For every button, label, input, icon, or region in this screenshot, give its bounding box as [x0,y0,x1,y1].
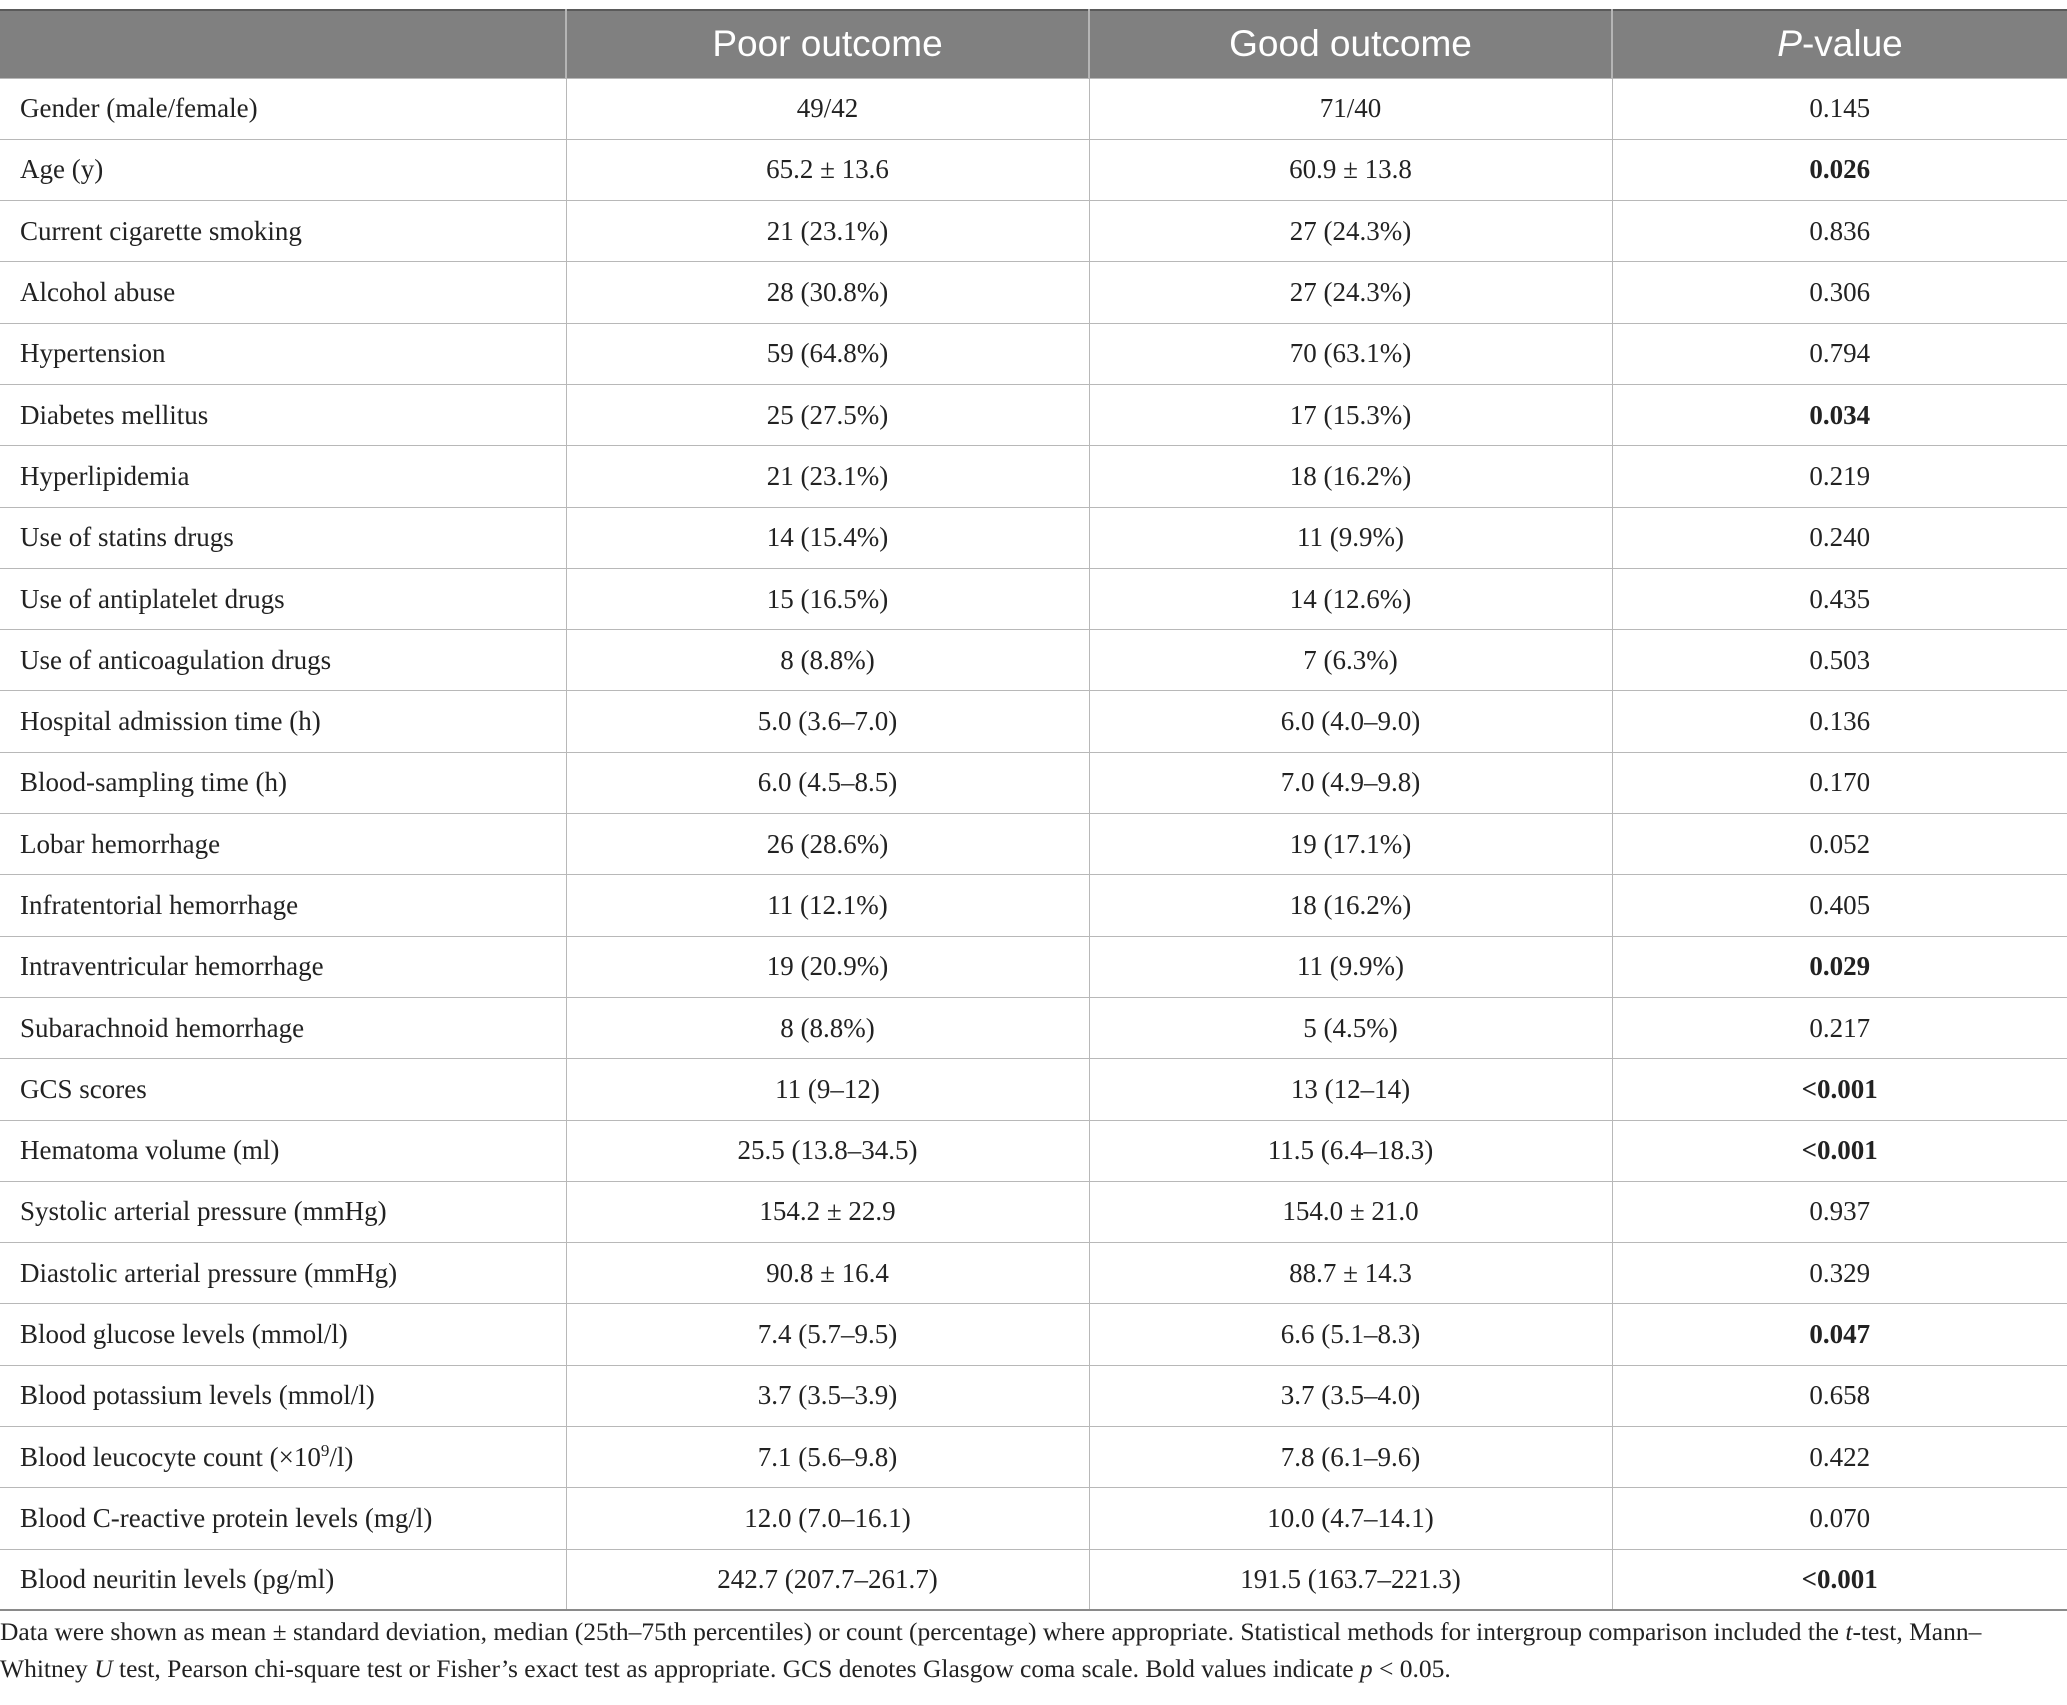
cell-p-value: 0.145 [1612,78,2067,139]
cell-poor-outcome: 7.1 (5.6–9.8) [566,1427,1089,1488]
table-row [0,752,2067,813]
header-poor-outcome: Poor outcome [566,10,1089,78]
cell-p-value: 0.052 [1612,814,2067,875]
cell-good-outcome: 17 (15.3%) [1089,384,1612,445]
row-label: Age (y) [0,139,566,200]
table-row [0,201,2067,262]
header-p-value [1612,10,2067,78]
cell-good-outcome: 3.7 (3.5–4.0) [1089,1365,1612,1426]
row-label: Intraventricular hemorrhage [0,936,566,997]
cell-p-value: 0.219 [1612,446,2067,507]
table-row [0,139,2067,200]
cell-poor-outcome: 242.7 (207.7–261.7) [566,1549,1089,1610]
cell-good-outcome: 71/40 [1089,78,1612,139]
cell-good-outcome: 60.9 ± 13.8 [1089,139,1612,200]
cell-p-value: 0.070 [1612,1488,2067,1549]
header-row [0,10,2067,78]
cell-poor-outcome: 8 (8.8%) [566,997,1089,1058]
baseline-characteristics-table-container [0,9,2067,1611]
table-row [0,1488,2067,1549]
cell-poor-outcome: 19 (20.9%) [566,936,1089,997]
cell-good-outcome: 5 (4.5%) [1089,997,1612,1058]
cell-good-outcome: 11 (9.9%) [1089,936,1612,997]
cell-poor-outcome: 3.7 (3.5–3.9) [566,1365,1089,1426]
cell-p-value: 0.329 [1612,1243,2067,1304]
cell-poor-outcome: 59 (64.8%) [566,323,1089,384]
table-row [0,1304,2067,1365]
cell-p-value: 0.306 [1612,262,2067,323]
footnote-part3: test, Pearson chi-square test or Fisher’s exact test as appropriate. GCS denotes Glasgow coma scale. Bold values indicate [112,1654,1360,1683]
cell-poor-outcome: 25 (27.5%) [566,384,1089,445]
footnote-part1: Data were shown as mean ± standard deviation, median (25th–75th percentiles) or count (percentage) where appropriate. Statistical methods for intergroup comparison included the [0,1617,1846,1646]
header-variable [0,10,566,78]
table-row [0,262,2067,323]
cell-good-outcome: 19 (17.1%) [1089,814,1612,875]
row-label: Infratentorial hemorrhage [0,875,566,936]
cell-good-outcome: 191.5 (163.7–221.3) [1089,1549,1612,1610]
table-row [0,78,2067,139]
cell-p-value: 0.136 [1612,691,2067,752]
cell-good-outcome: 27 (24.3%) [1089,262,1612,323]
row-label: Hypertension [0,323,566,384]
cell-good-outcome: 7.8 (6.1–9.6) [1089,1427,1612,1488]
table-row [0,1243,2067,1304]
cell-p-value: 0.029 [1612,936,2067,997]
footnote-t: t [1845,1617,1853,1646]
cell-good-outcome: 154.0 ± 21.0 [1089,1181,1612,1242]
row-label-superscript: 9 [320,1441,330,1461]
table-header [0,10,2067,78]
row-label: Hematoma volume (ml) [0,1120,566,1181]
cell-poor-outcome: 26 (28.6%) [566,814,1089,875]
cell-p-value: 0.503 [1612,630,2067,691]
row-label-pre: Blood leucocyte count (×10 [20,1442,321,1473]
table-body [0,78,2067,1610]
cell-poor-outcome: 7.4 (5.7–9.5) [566,1304,1089,1365]
cell-poor-outcome: 25.5 (13.8–34.5) [566,1120,1089,1181]
row-label: Alcohol abuse [0,262,566,323]
footnote-part4: < 0.05. [1372,1654,1451,1683]
cell-poor-outcome: 11 (9–12) [566,1059,1089,1120]
table-row [0,814,2067,875]
row-label [0,1427,566,1488]
table-row [0,446,2067,507]
cell-good-outcome: 88.7 ± 14.3 [1089,1243,1612,1304]
row-label: Use of statins drugs [0,507,566,568]
cell-poor-outcome: 21 (23.1%) [566,201,1089,262]
row-label: GCS scores [0,1059,566,1120]
cell-good-outcome: 6.6 (5.1–8.3) [1089,1304,1612,1365]
cell-poor-outcome: 90.8 ± 16.4 [566,1243,1089,1304]
cell-p-value: <0.001 [1612,1120,2067,1181]
row-label: Diabetes mellitus [0,384,566,445]
table-row [0,1427,2067,1488]
cell-good-outcome: 11 (9.9%) [1089,507,1612,568]
table-row [0,1059,2067,1120]
cell-poor-outcome: 12.0 (7.0–16.1) [566,1488,1089,1549]
table-row [0,997,2067,1058]
table-row [0,1181,2067,1242]
cell-poor-outcome: 65.2 ± 13.6 [566,139,1089,200]
row-label: Subarachnoid hemorrhage [0,997,566,1058]
cell-poor-outcome: 154.2 ± 22.9 [566,1181,1089,1242]
header-p-suffix: -value [1801,23,1903,65]
cell-good-outcome: 11.5 (6.4–18.3) [1089,1120,1612,1181]
cell-p-value: 0.217 [1612,997,2067,1058]
cell-p-value: 0.836 [1612,201,2067,262]
row-label: Use of anticoagulation drugs [0,630,566,691]
cell-good-outcome: 6.0 (4.0–9.0) [1089,691,1612,752]
cell-good-outcome: 13 (12–14) [1089,1059,1612,1120]
row-label: Blood-sampling time (h) [0,752,566,813]
table-row [0,568,2067,629]
cell-p-value: 0.034 [1612,384,2067,445]
cell-p-value: 0.405 [1612,875,2067,936]
cell-poor-outcome: 11 (12.1%) [566,875,1089,936]
table-row [0,323,2067,384]
table-row [0,691,2067,752]
table-row [0,630,2067,691]
cell-good-outcome: 27 (24.3%) [1089,201,1612,262]
row-label: Hyperlipidemia [0,446,566,507]
header-good-outcome: Good outcome [1089,10,1612,78]
row-label: Current cigarette smoking [0,201,566,262]
row-label: Systolic arterial pressure (mmHg) [0,1181,566,1242]
cell-good-outcome: 18 (16.2%) [1089,875,1612,936]
cell-p-value: 0.240 [1612,507,2067,568]
header-p-letter: P [1777,23,1802,65]
cell-p-value: 0.170 [1612,752,2067,813]
cell-p-value: <0.001 [1612,1549,2067,1610]
cell-poor-outcome: 14 (15.4%) [566,507,1089,568]
table-row [0,1120,2067,1181]
footnote-part2: -test, Mann–Whitney [0,1617,1982,1683]
cell-good-outcome: 14 (12.6%) [1089,568,1612,629]
cell-poor-outcome: 6.0 (4.5–8.5) [566,752,1089,813]
row-label: Use of antiplatelet drugs [0,568,566,629]
cell-p-value: <0.001 [1612,1059,2067,1120]
footnote-u: U [94,1654,113,1683]
cell-good-outcome: 18 (16.2%) [1089,446,1612,507]
cell-poor-outcome: 28 (30.8%) [566,262,1089,323]
cell-p-value: 0.658 [1612,1365,2067,1426]
cell-good-outcome: 70 (63.1%) [1089,323,1612,384]
cell-good-outcome: 7 (6.3%) [1089,630,1612,691]
cell-good-outcome: 7.0 (4.9–9.8) [1089,752,1612,813]
table-row [0,507,2067,568]
cell-p-value: 0.794 [1612,323,2067,384]
cell-poor-outcome: 49/42 [566,78,1089,139]
cell-p-value: 0.435 [1612,568,2067,629]
cell-p-value: 0.026 [1612,139,2067,200]
cell-p-value: 0.937 [1612,1181,2067,1242]
row-label: Blood glucose levels (mmol/l) [0,1304,566,1365]
table-row [0,936,2067,997]
cell-poor-outcome: 8 (8.8%) [566,630,1089,691]
row-label: Blood neuritin levels (pg/ml) [0,1549,566,1610]
row-label: Gender (male/female) [0,78,566,139]
table-row [0,384,2067,445]
table-footnote [0,1613,2060,1687]
row-label: Blood potassium levels (mmol/l) [0,1365,566,1426]
footnote-p: p [1359,1654,1373,1683]
cell-poor-outcome: 15 (16.5%) [566,568,1089,629]
table-row [0,875,2067,936]
row-label: Hospital admission time (h) [0,691,566,752]
row-label: Blood C-reactive protein levels (mg/l) [0,1488,566,1549]
row-label: Lobar hemorrhage [0,814,566,875]
table-row [0,1549,2067,1610]
baseline-characteristics-table [0,9,2067,1611]
cell-p-value: 0.047 [1612,1304,2067,1365]
row-label-post: /l) [329,1442,354,1473]
cell-poor-outcome: 5.0 (3.6–7.0) [566,691,1089,752]
row-label: Diastolic arterial pressure (mmHg) [0,1243,566,1304]
table-row [0,1365,2067,1426]
cell-good-outcome: 10.0 (4.7–14.1) [1089,1488,1612,1549]
cell-poor-outcome: 21 (23.1%) [566,446,1089,507]
cell-p-value: 0.422 [1612,1427,2067,1488]
